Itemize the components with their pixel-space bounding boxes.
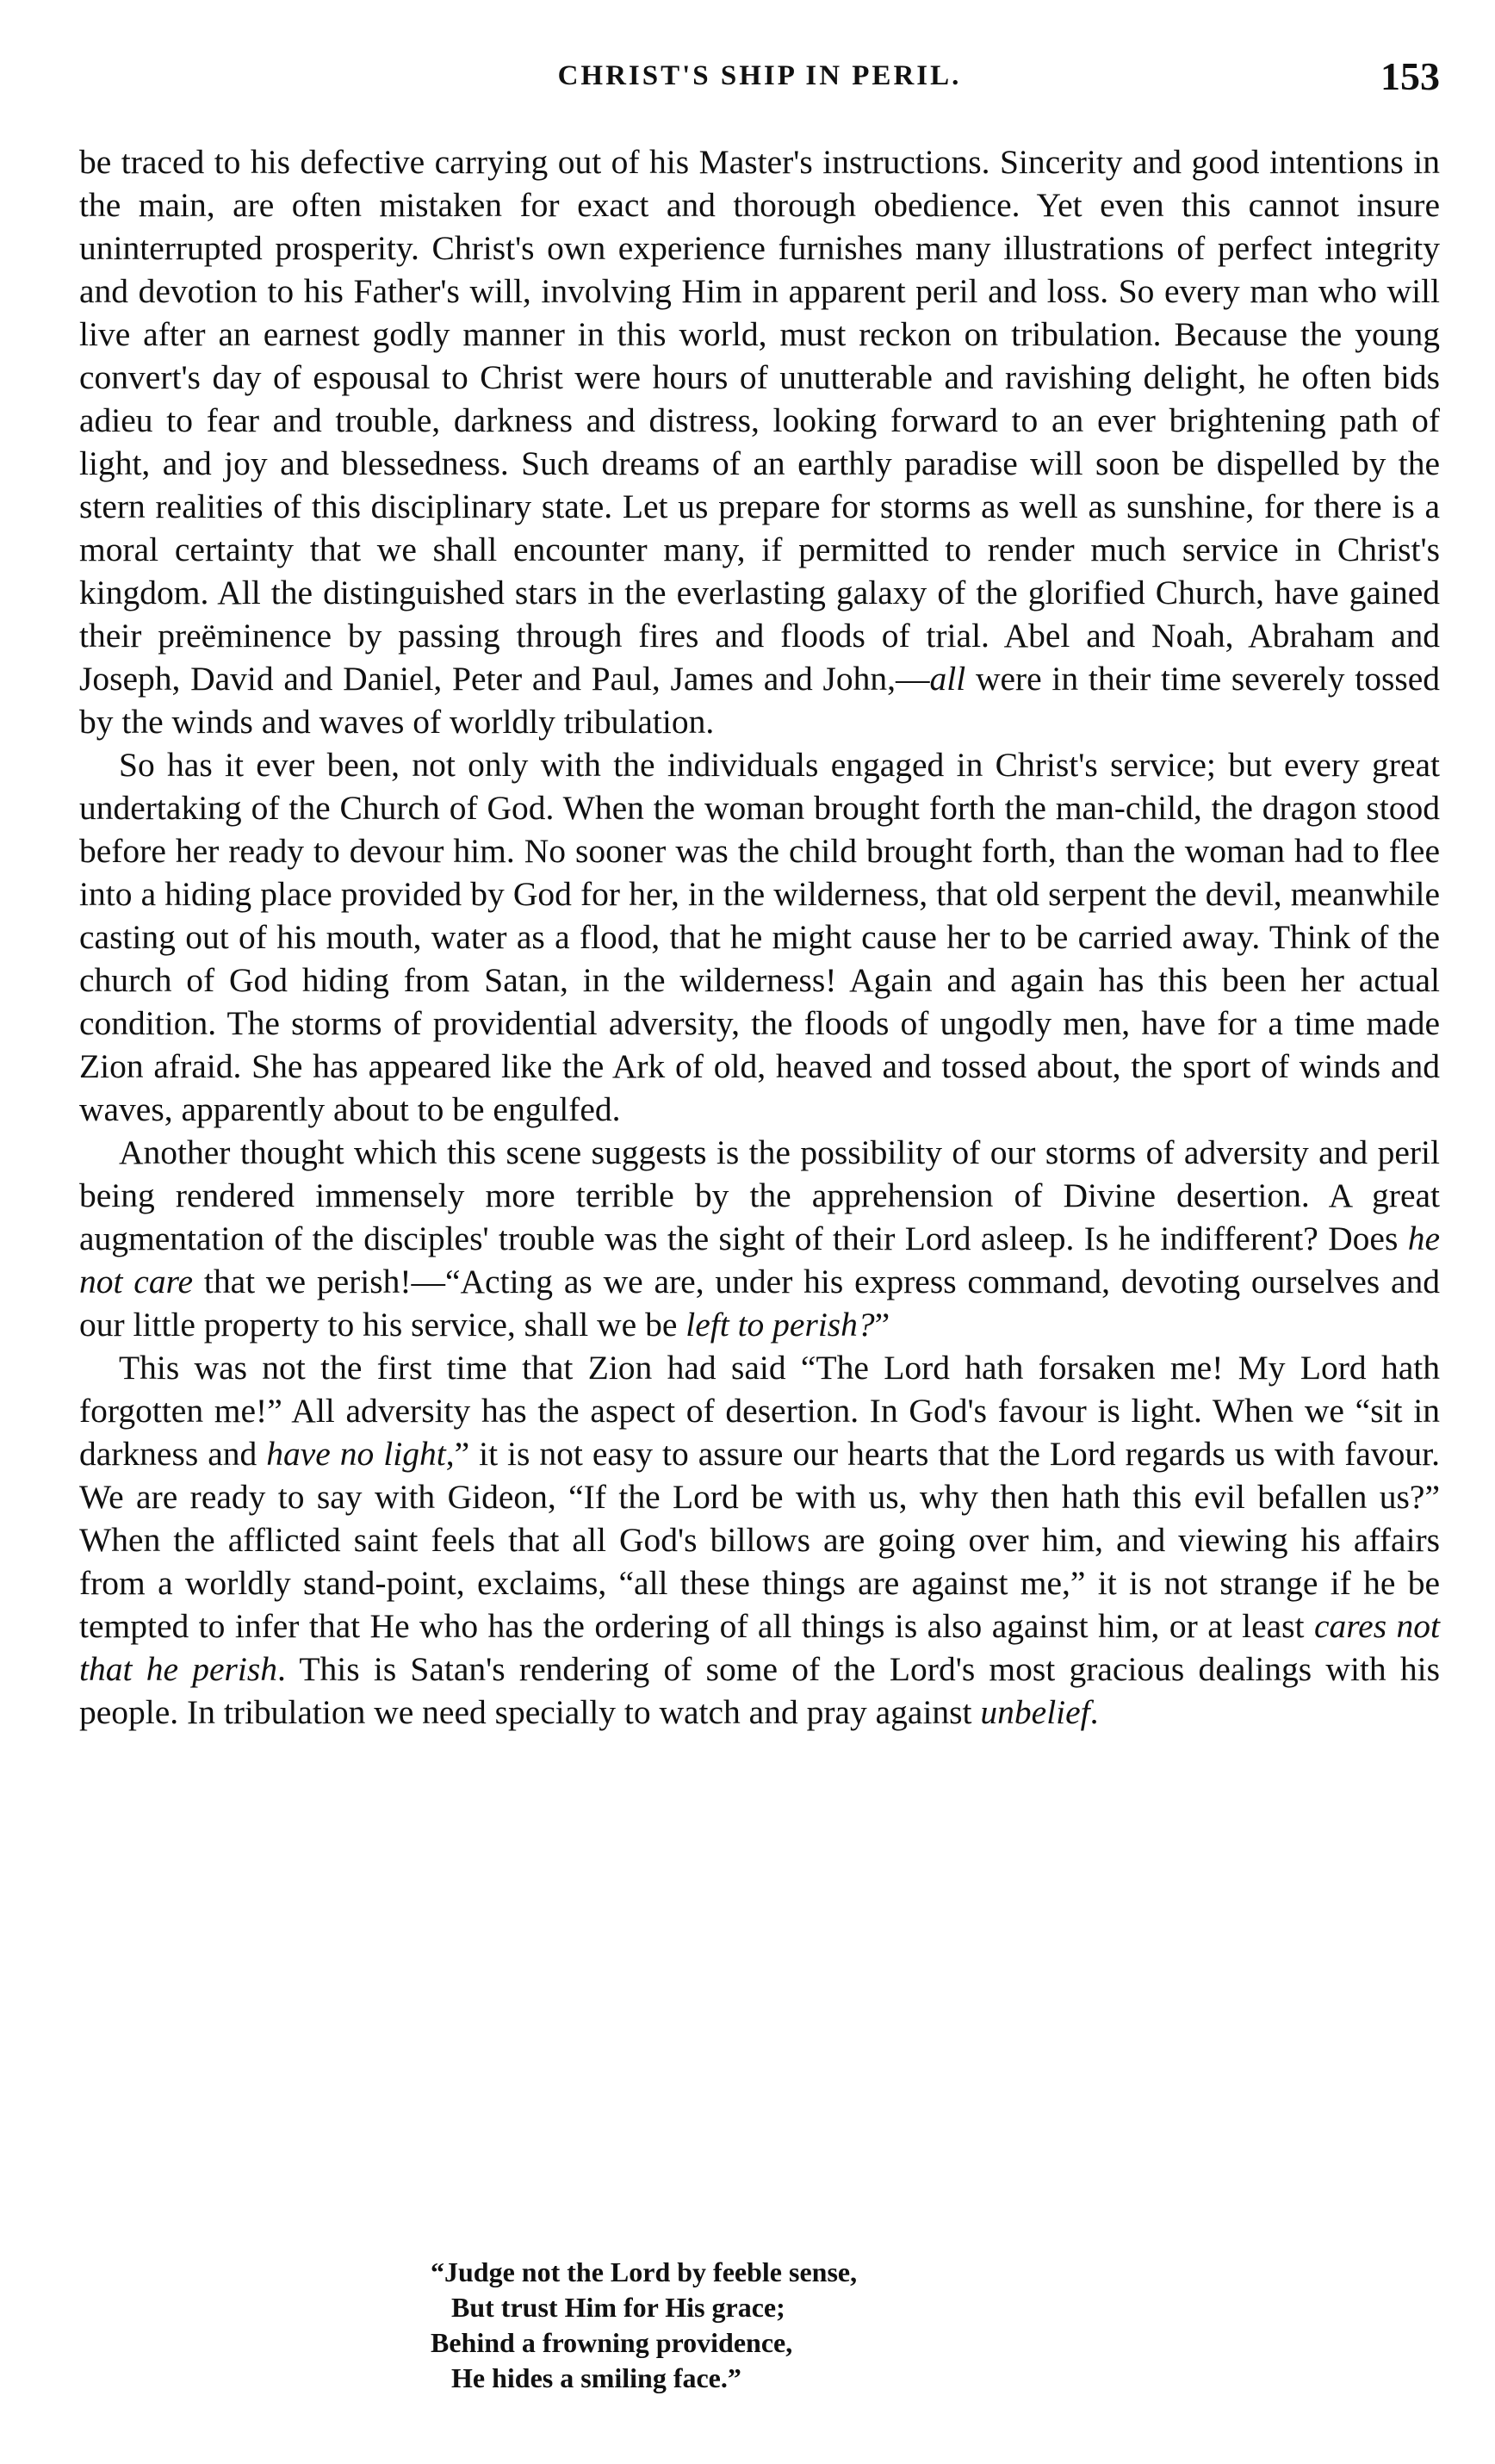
poem-line: “Judge not the Lord by feeble sense, <box>431 2256 858 2287</box>
running-head <box>79 53 1440 105</box>
paragraph-1 <box>79 140 1440 743</box>
italic-segment: cares not that he perish <box>79 1607 1440 1688</box>
text-segment: This was not the first time that Zion had said “The Lord hath forsaken me! My Lord hath forgotten me!” All adversity has the aspect of desertion. In God's favour is light. When we “sit in darkness and <box>79 1349 1440 1473</box>
text-segment: be traced to his defective carrying out of his Master's instructions. Sincerity and good intentions in the main, are often mistaken for exact and thorough obedience. Yet even this cannot insure uninterrupted prosperity. Christ's own experience furnishes many illustrations of perfect integrity and devotion to his Father's will, involving Him in apparent peril and loss. So every man who will live after an earnest godly manner in this world, must reckon on tribulation. Because the young convert's day of espousal to Christ were hours of unutterable and ravishing delight, he often bids adieu to fear and trouble, darkness and distress, looking forward to an ever brightening path of light, and joy and blessedness. Such dreams of an earthly paradise will soon be dispelled by the stern realities of this disciplinary state. Let us prepare for storms as well as sunshine, for there is a moral certainty that we shall encounter many, if permitted to render much service in Christ's kingdom. All the distinguished stars in the everlasting galaxy of the glorified Church, have gained their preëminence by passing through fires and floods of trial. Abel and Noah, Abraham and Joseph, David and Daniel, Peter and Paul, James and John,— <box>79 143 1440 698</box>
italic-segment: left to perish? <box>685 1306 875 1344</box>
paragraph-3 <box>79 1131 1440 1346</box>
page-number: 153 <box>1380 54 1440 98</box>
running-title: CHRIST'S SHIP IN PERIL. <box>557 60 962 91</box>
paragraph-2 <box>79 743 1440 1131</box>
body-text <box>79 140 1440 1734</box>
text-segment: So has it ever been, not only with the individuals engaged in Christ's service; but every great undertaking of the Church of God. When the woman brought forth the man-child, the dragon stood before her ready to devour him. No sooner was the child brought forth, than the woman had to flee into a hiding place provided by God for her, in the wilderness, that old serpent the devil, meanwhile casting out of his mouth, water as a flood, that he might cause her to be carried away. Think of the church of God hiding from Satan, in the wilderness! Again and again has this been her actual condition. The storms of providential adversity, the floods of ungodly men, have for a time made Zion afraid. She has appeared like the Ark of old, heaved and tossed about, the sport of winds and waves, apparently about to be engulfed. <box>79 746 1440 1128</box>
italic-segment: unbelief <box>980 1693 1090 1731</box>
poem-line: Behind a frowning providence, <box>431 2327 793 2358</box>
paragraph-4 <box>79 1346 1440 1734</box>
italic-segment: have no light <box>266 1435 446 1473</box>
text-segment: Another thought which this scene suggests is the possibility of our storms of adversity and peril being rendered immensely more terrible by the apprehension of Divine desertion. A great augmentation of the disciples' trouble was the sight of their Lord asleep. Is he indifferent? Does <box>79 1133 1440 1257</box>
text-segment: . This is Satan's rendering of some of the Lord's most gracious dealings with his people. In tribulation we need specially to watch and pray against <box>79 1650 1440 1731</box>
text-segment: that we perish!—“Acting as we are, under his express command, devoting ourselves and our little property to his service, shall we be <box>79 1263 1440 1344</box>
text-segment: ” <box>874 1306 890 1344</box>
italic-segment: he not care <box>79 1220 1440 1300</box>
italic-segment: all <box>929 660 966 698</box>
poem-line: He hides a smiling face.” <box>451 2362 741 2393</box>
poem-line: But trust Him for His grace; <box>451 2292 785 2323</box>
text-segment: ,” it is not easy to assure our hearts that the Lord regards us with favour. We are ready to say with Gideon, “If the Lord be with us, why then hath this evil befallen us?” When the afflicted saint feels that all God's billows are going over him, and viewing his affairs from a worldly stand-point, exclaims, “all these things are against me,” it is not strange if he be tempted to infer that He who has the ordering of all things is also against him, or at least <box>79 1435 1440 1645</box>
text-segment: were in their time severely tossed by the winds and waves of worldly tribulation. <box>79 660 1441 741</box>
poem-quote <box>431 2255 857 2396</box>
text-segment: . <box>1089 1693 1099 1731</box>
